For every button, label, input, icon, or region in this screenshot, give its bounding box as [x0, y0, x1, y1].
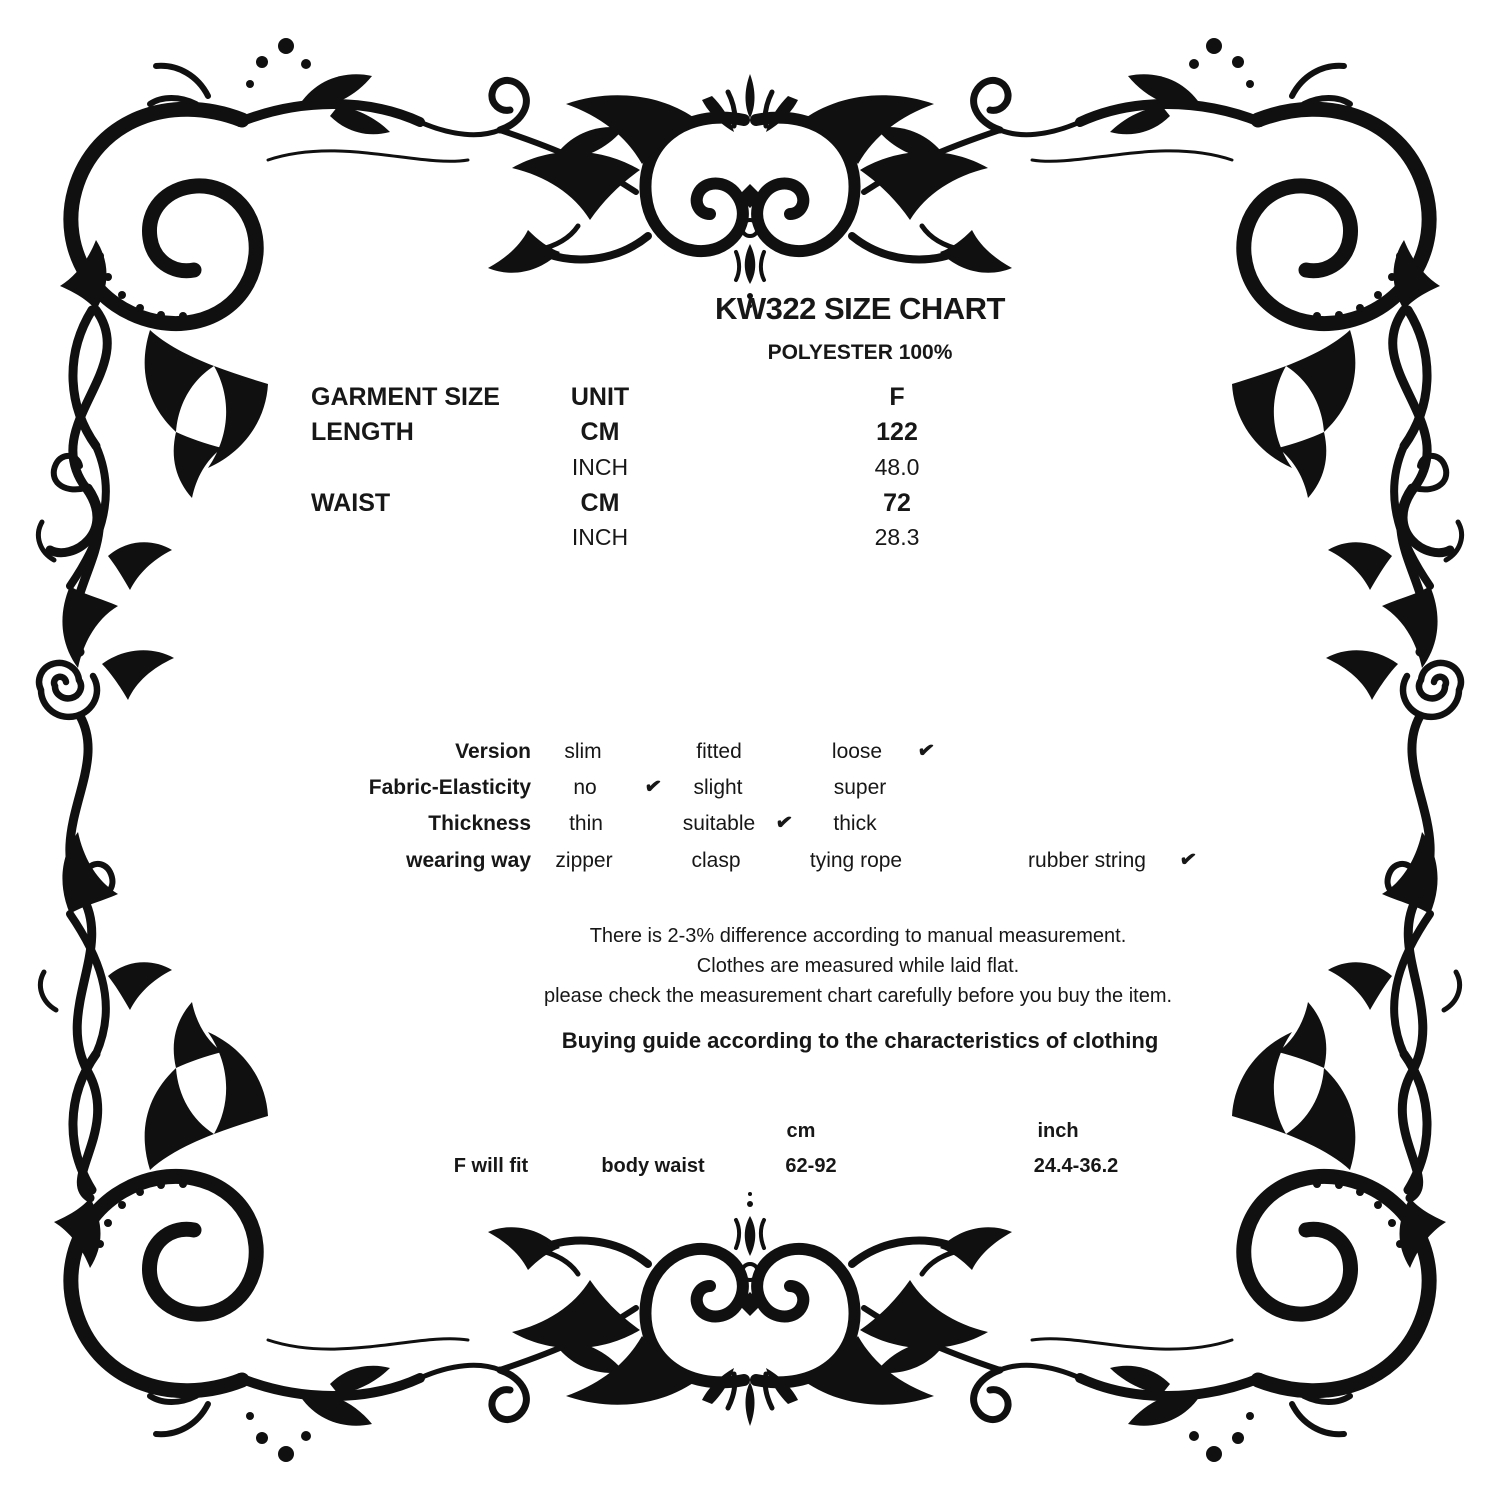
- attr-option: slim: [564, 740, 602, 763]
- attr-option: loose: [831, 740, 883, 763]
- fit-measure-label: body waist: [601, 1155, 705, 1177]
- buying-guide-heading: Buying guide according to the characteristics of clothing: [561, 1028, 1159, 1053]
- fit-header-inch: inch: [1037, 1120, 1079, 1142]
- attr-option: thin: [569, 812, 603, 835]
- row-value: 28.3: [874, 524, 920, 550]
- attr-option: suitable: [682, 812, 756, 835]
- page-title: KW322 SIZE CHART: [715, 291, 1005, 326]
- row-label: WAIST: [311, 489, 391, 517]
- attr-option: thick: [833, 812, 877, 835]
- header-size-f: F: [889, 383, 905, 411]
- row-value: 48.0: [874, 454, 920, 480]
- fit-inch-value: 24.4-36.2: [1033, 1155, 1119, 1177]
- row-label: LENGTH: [311, 418, 414, 446]
- attr-label: wearing way: [406, 849, 531, 872]
- attr-option: zipper: [555, 849, 613, 872]
- header-garment-size: GARMENT SIZE: [311, 383, 500, 411]
- check-icon: ✔: [774, 810, 794, 836]
- row-unit: CM: [580, 418, 620, 446]
- row-value: 72: [883, 489, 911, 517]
- check-icon: ✔: [643, 774, 663, 800]
- row-unit: INCH: [571, 454, 629, 480]
- row-unit: CM: [580, 489, 620, 517]
- fit-size-label: F will fit: [453, 1155, 529, 1177]
- attr-option: tying rope: [809, 849, 903, 872]
- row-value: 122: [876, 418, 918, 446]
- attr-option: slight: [693, 776, 743, 799]
- note-line: There is 2-3% difference according to manual measurement.: [589, 925, 1127, 947]
- check-icon: ✔: [916, 738, 936, 764]
- check-icon: ✔: [1178, 847, 1198, 873]
- header-unit: UNIT: [570, 383, 630, 411]
- attr-label: Version: [455, 740, 531, 763]
- subtitle-material: POLYESTER 100%: [767, 341, 953, 364]
- attr-option: fitted: [696, 740, 742, 763]
- note-line: please check the measurement chart carefully before you buy the item.: [543, 985, 1173, 1007]
- fit-cm-value: 62-92: [785, 1155, 837, 1177]
- fit-header-cm: cm: [786, 1120, 816, 1142]
- note-line: Clothes are measured while laid flat.: [696, 955, 1020, 977]
- attr-label: Fabric-Elasticity: [368, 776, 531, 799]
- attr-option: clasp: [691, 849, 741, 872]
- row-unit: INCH: [571, 524, 629, 550]
- attr-option: rubber string: [1028, 849, 1146, 872]
- attr-option: super: [833, 776, 887, 799]
- attr-label: Thickness: [428, 812, 531, 835]
- attr-option: no: [573, 776, 597, 799]
